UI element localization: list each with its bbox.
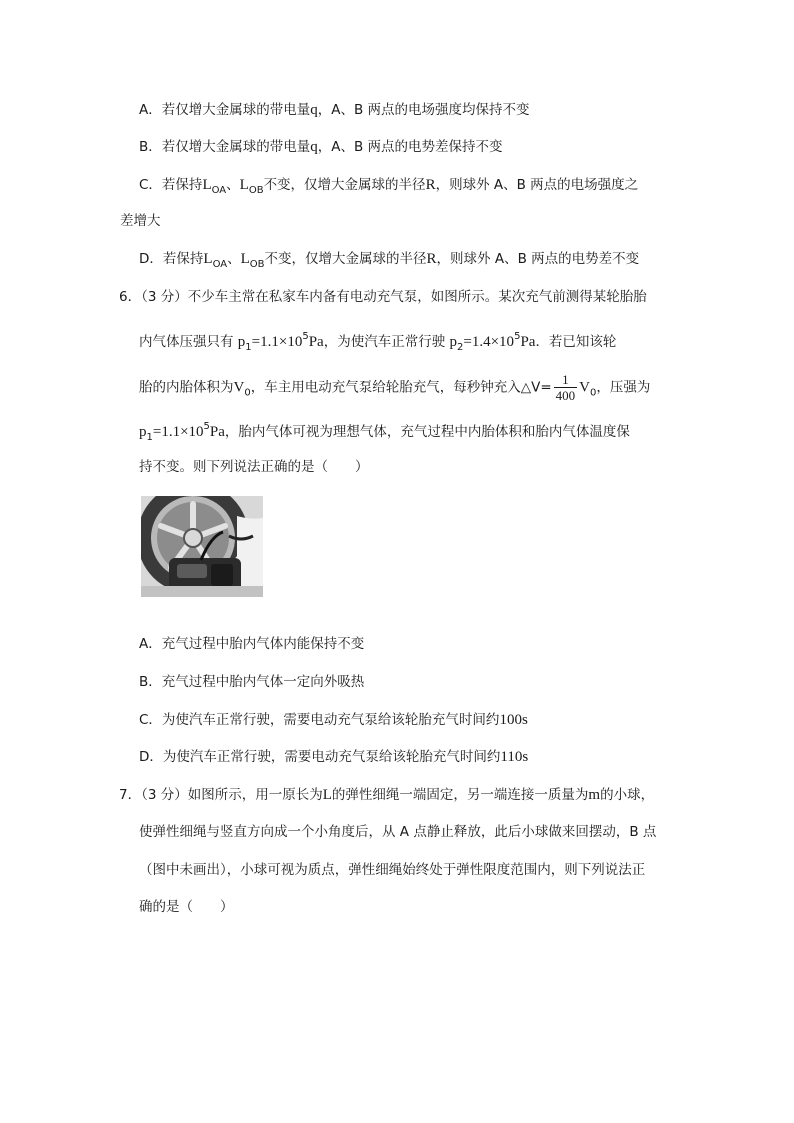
q7-stem-line1: 7．（3 分）如图所示，用一原长为L的弹性细绳一端固定，另一端连接一质量为m的小球， — [119, 787, 655, 803]
q5-option-b: B．若仅增大金属球的带电量q，A、B 两点的电势差保持不变 — [139, 139, 503, 155]
q6-stem-line1: 6．（3 分）不少车主常在私家车内备有电动充气泵，如图所示。某次充气前测得某轮胎胎 — [119, 289, 647, 305]
q6-stem-line2: 内气体压强只有 $p_1=1.1\times 10^5Pa$，为使汽车正常行驶 $p_2=1.4\times 10^5Pa$．若已知该轮 — [139, 331, 617, 353]
q6-option-c: C．为使汽车正常行驶，需要电动充气泵给该轮胎充气时间约100s — [139, 712, 528, 728]
q6-stem-line3: 胎的内胎体积为$V_0$，车主用电动充气泵给轮胎充气，每秒钟充入△V= $\frac{1}{400}$ $V_0$，压强为 — [139, 372, 651, 403]
q7-stem-line4: 确的是（ ） — [139, 899, 234, 915]
q6-option-d: D．为使汽车正常行驶，需要电动充气泵给该轮胎充气时间约110s — [139, 749, 529, 765]
q5-option-c: C．若保持$L_{OA}$、$L_{OB}$不变，仅增大金属球的半径R，则球外 A、B 两点的电场强度之 — [139, 177, 639, 196]
q7-stem-line2: 使弹性细绳与竖直方向成一个小角度后，从 A 点静止释放，此后小球做来回摆动，B 点 — [139, 824, 657, 840]
q6-option-a: A．充气过程中胎内气体内能保持不变 — [139, 636, 365, 652]
q5-option-a: A．若仅增大金属球的带电量q，A、B 两点的电场强度均保持不变 — [139, 102, 530, 118]
q6-option-b: B．充气过程中胎内气体一定向外吸热 — [139, 674, 365, 690]
q6-stem-line4: $p_1=1.1\times 10^5Pa$，胎内气体可视为理想气体，充气过程中内胎体积和胎内气体温度保 — [139, 421, 630, 443]
tire-pump-photo — [141, 496, 263, 597]
q7-stem-line3: （图中未画出），小球可视为质点，弹性细绳始终处于弹性限度范围内，则下列说法正 — [139, 862, 646, 878]
q5-option-d: D．若保持$L_{OA}$、$L_{OB}$不变，仅增大金属球的半径R，则球外 A、B 两点的电势差不变 — [139, 251, 640, 270]
fraction: $\frac{1}{400}$ — [555, 372, 576, 403]
q6-stem-line5: 持不变。则下列说法正确的是（ ） — [139, 459, 369, 475]
q5-option-c-line2: 差增大 — [120, 213, 161, 229]
